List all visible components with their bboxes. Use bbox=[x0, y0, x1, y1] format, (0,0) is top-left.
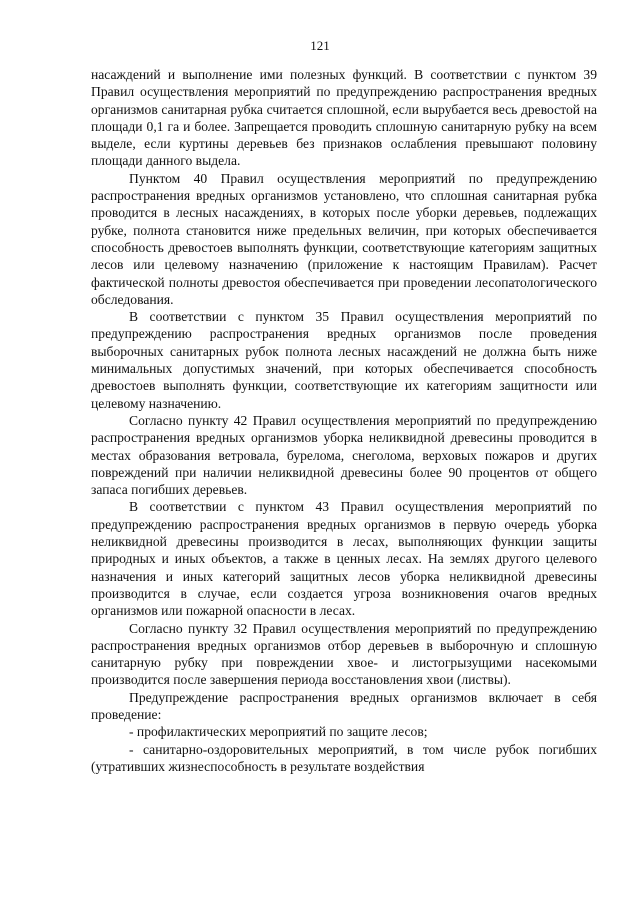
paragraph: Пунктом 40 Правил осуществления мероприятий по предупреждению распространения вредных организмов установлено, что сплошная санитарная рубка проводится в лесных насаждениях, в которых после уборки деревьев, подлежащих рубке, полнота становится ниже предельных величин, при которых обеспечивается способность древостоев выполнять функции, соответствующие категориям защитных лесов или целевому назначению (приложение к настоящим Правилам). Расчет фактической полноты древостоя обеспечивается при проведении лесопатологического обследования. bbox=[91, 170, 597, 307]
paragraph: В соответствии с пунктом 35 Правил осуществления мероприятий по предупреждению распространения вредных организмов после проведения выборочных санитарных рубок полнота лесных насаждений не должна быть ниже минимальных допустимых значений, при которых обеспечивается способность древостоев выполнять функции, соответствующие их категориям защитности или целевому назначению. bbox=[91, 309, 597, 411]
document-body bbox=[91, 66, 597, 775]
page-number: 121 bbox=[310, 38, 330, 53]
paragraph: Согласно пункту 42 Правил осуществления мероприятий по предупреждению распространения вредных организмов уборка неликвидной древесины проводится в местах образования ветровала, бурелома, снеголома, верховых пожаров и других повреждений при наличии неликвидной древесины более 90 процентов от общего запаса погибших деревьев. bbox=[91, 412, 597, 498]
paragraph: Предупреждение распространения вредных организмов включает в себя проведение: bbox=[91, 689, 597, 722]
paragraph: В соответствии с пунктом 43 Правил осуществления мероприятий по предупреждению распространения вредных организмов в первую очередь уборка неликвидной древесины производится в лесах, выполняющих функции защиты природных и иных объектов, а также в ценных лесах. На землях другого целевого назначения и иных категорий защитных лесов уборка неликвидной древесины производится в случае, если создается угроза возникновения очагов вредных организмов или пожарной опасности в лесах. bbox=[91, 499, 597, 619]
paragraph-continuation: насаждений и выполнение ими полезных функций. В соответствии с пунктом 39 Правил осуществления мероприятий по предупреждению распространения вредных организмов санитарная рубка считается сплошной, если вырубается весь древостой на площади 0,1 га и более. Запрещается проводить сплошную санитарную рубку на всем выделе, если куртины деревьев без признаков ослабления превышают половину площади данного выдела. bbox=[91, 67, 597, 169]
paragraph: Согласно пункту 32 Правил осуществления мероприятий по предупреждению распространения вредных организмов отбор деревьев в выборочную и сплошную санитарную рубку при повреждении хвое- и листогрызущими насекомыми производится после завершения периода восстановления хвои (листвы). bbox=[91, 620, 597, 688]
list-item: - профилактических мероприятий по защите лесов; bbox=[129, 724, 428, 740]
list-item: - санитарно-оздоровительных мероприятий, в том числе рубок погибших (утративших жизнеспособность в результате воздействия bbox=[91, 741, 597, 774]
